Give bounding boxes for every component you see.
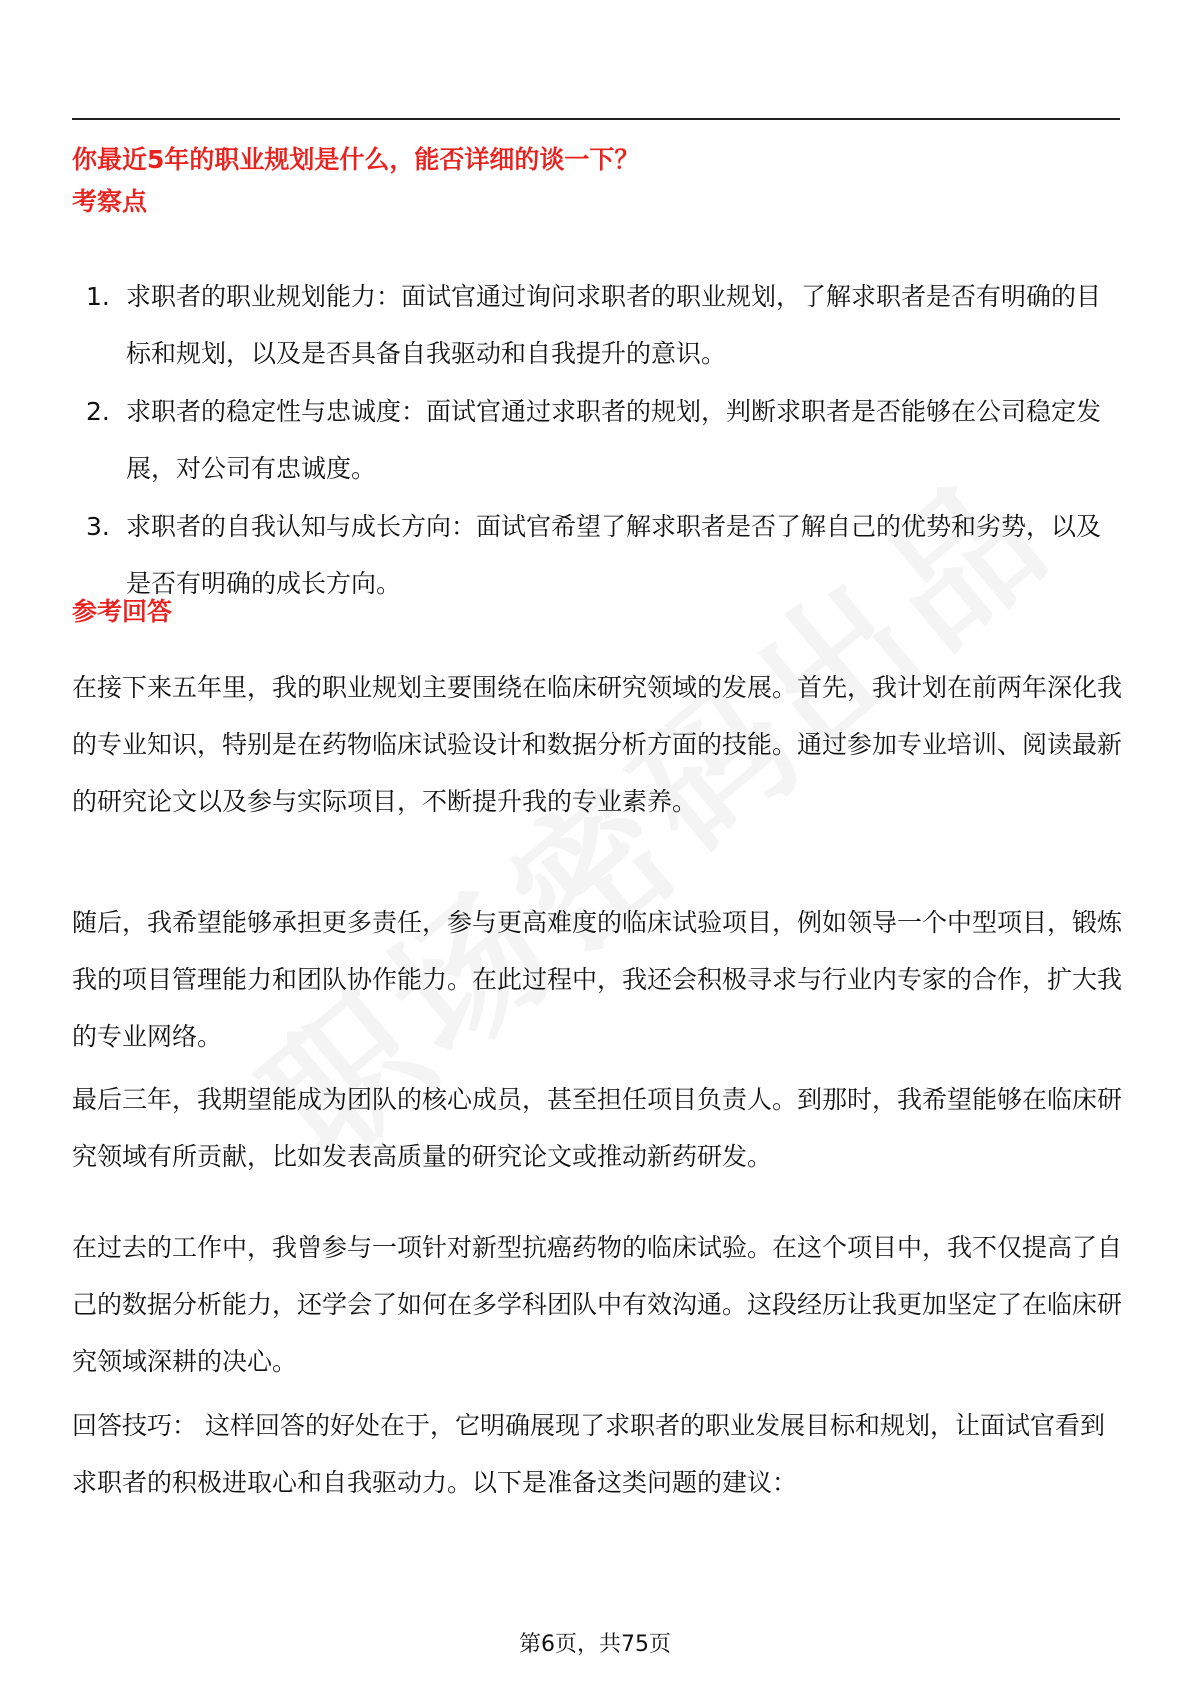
section-heading-answer: 参考回答 [72,597,173,626]
answer-paragraph: 最后三年，我期望能成为团队的核心成员，甚至担任项目负责人。到那时，我希望能够在临床研究领域有所贡献，比如发表高质量的研究论文或推动新药研发。 [72,1085,1123,1171]
list-item-number: 1. [86,282,110,311]
page-number-footer: 第6页，共75页 [519,1632,671,1657]
section-heading-points: 考察点 [72,187,148,216]
list-item-number: 2. [86,397,110,426]
list-item [72,383,1122,497]
answer-paragraph: 随后，我希望能够承担更多责任，参与更高难度的临床试验项目，例如领导一个中型项目，锻炼我的项目管理能力和团队协作能力。在此过程中，我还会积极寻求与行业内专家的合作，扩大我的专业网络。 [72,908,1123,1051]
answer-paragraph: 在过去的工作中，我曾参与一项针对新型抗癌药物的临床试验。在这个项目中，我不仅提高了自己的数据分析能力，还学会了如何在多学科团队中有效沟通。这段经历让我更加坚定了在临床研究领域深耕的决心。 [72,1233,1123,1376]
tips-paragraph: 回答技巧： 这样回答的好处在于，它明确展现了求职者的职业发展目标和规划，让面试官看到求职者的积极进取心和自我驱动力。以下是准备这类问题的建议： [72,1411,1105,1497]
top-divider [72,118,1120,120]
answer-paragraph: 在接下来五年里，我的职业规划主要围绕在临床研究领域的发展。首先，我计划在前两年深化我的专业知识，特别是在药物临床试验设计和数据分析方面的技能。通过参加专业培训、阅读最新的研究论文以及参与实际项目，不断提升我的专业素养。 [72,673,1123,816]
question-title: 你最近5年的职业规划是什么，能否详细的谈一下？ [72,145,640,174]
list-item [72,498,1122,612]
list-item-number: 3. [86,512,110,541]
list-item-text: 求职者的自我认知与成长方向：面试官希望了解求职者是否了解自己的优势和劣势，以及是否有明确的成长方向。 [126,512,1102,598]
list-item-text: 求职者的稳定性与忠诚度：面试官通过求职者的规划，判断求职者是否能够在公司稳定发展，对公司有忠诚度。 [126,397,1102,483]
points-list [72,268,1122,613]
list-item-text: 求职者的职业规划能力：面试官通过询问求职者的职业规划，了解求职者是否有明确的目标和规划，以及是否具备自我驱动和自我提升的意识。 [126,282,1102,368]
list-item [72,268,1122,382]
